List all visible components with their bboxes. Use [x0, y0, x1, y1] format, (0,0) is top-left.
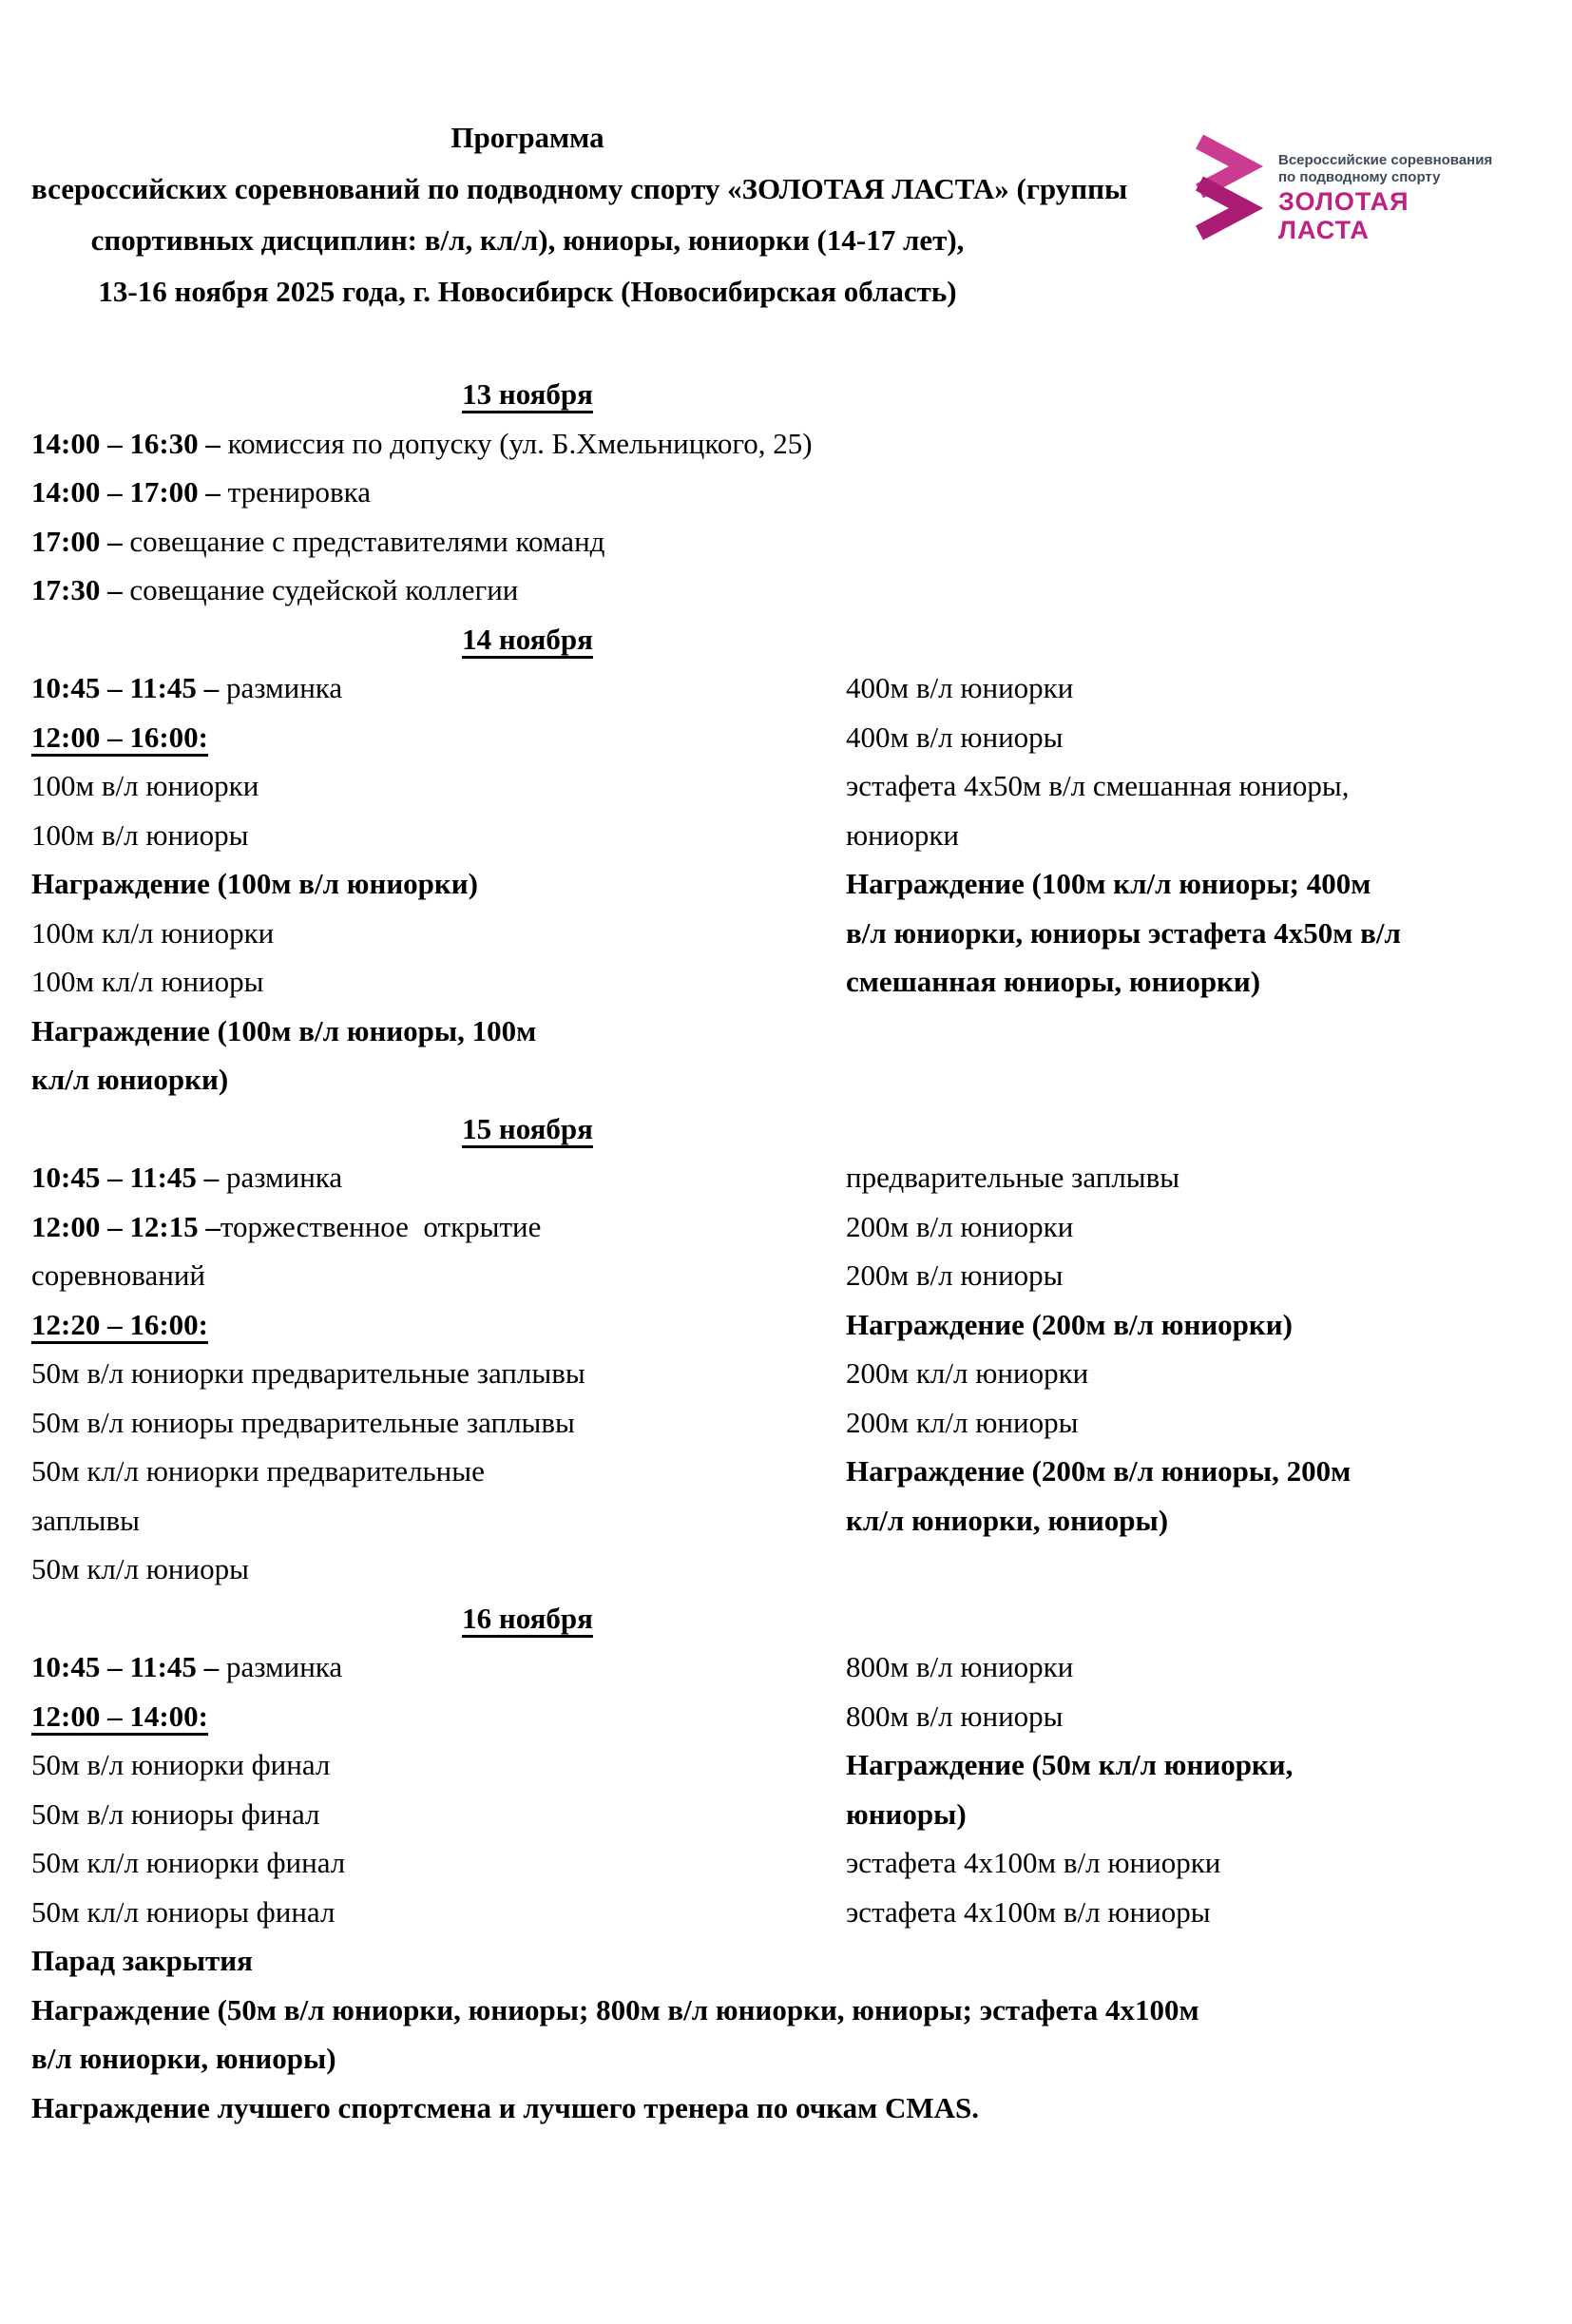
schedule-line	[846, 1202, 1572, 1252]
title-line: спортивных дисциплин: в/л, кл/л), юниоры, юниорки (14-17 лет),	[90, 223, 965, 257]
schedule-line	[31, 1300, 846, 1350]
logo-subtitle-line2: по подводному спорту	[1278, 169, 1441, 185]
schedule-line	[31, 1055, 846, 1104]
date-heading	[31, 1594, 1024, 1643]
schedule-line	[31, 1545, 846, 1594]
schedule-line	[31, 859, 846, 909]
plain-text: 400м в/л юниорки	[846, 671, 1074, 704]
plain-text: 100м кл/л юниоры	[31, 965, 264, 998]
bold-text: Награждение (100м в/л юниоры, 100м	[31, 1013, 537, 1047]
schedule-line	[846, 1838, 1572, 1888]
plain-text: заплывы	[31, 1503, 140, 1537]
bold-text: 10:45 – 11:45 –	[31, 671, 220, 704]
schedule-line	[846, 1349, 1572, 1398]
bold-text: Награждение (200м в/л юниоры, 200м	[846, 1454, 1352, 1488]
plain-text: комиссия по допуску (ул. Б.Хмельницкого, 25)	[220, 426, 813, 460]
date-heading-text: 14 ноября	[462, 622, 593, 656]
schedule-line	[31, 1447, 846, 1496]
title-line: всероссийских соревнований по подводному спорту «ЗОЛОТАЯ ЛАСТА» (группы	[31, 172, 1128, 205]
schedule-line	[846, 1642, 1572, 1692]
schedule-line	[31, 663, 846, 713]
plain-text: 100м в/л юниоры	[31, 817, 249, 852]
schedule-line	[846, 1740, 1572, 1790]
schedule-line	[31, 1496, 846, 1546]
bold-text: 12:00 – 12:15 –	[31, 1209, 220, 1243]
schedule-line	[846, 761, 1572, 811]
plain-text: 200м кл/л юниорки	[846, 1356, 1089, 1390]
schedule-line	[31, 2034, 1543, 2084]
plain-text: 50м кл/л юниорки предварительные	[31, 1454, 485, 1488]
schedule-line	[846, 1251, 1572, 1300]
plain-text: 800м в/л юниоры	[846, 1699, 1064, 1733]
schedule-line	[31, 2084, 1543, 2133]
schedule-line	[31, 419, 1572, 469]
schedule-line	[31, 1888, 846, 1937]
schedule-line	[31, 1202, 846, 1252]
bold-text: Награждение (200м в/л юниорки)	[846, 1307, 1293, 1341]
schedule-line	[846, 1300, 1572, 1350]
bold-text: Награждение лучшего спортсмена и лучшего тренера по очкам CMAS.	[31, 2090, 980, 2124]
schedule-line	[31, 1007, 846, 1056]
schedule-line	[31, 1986, 1543, 2035]
plain-text: 50м в/л юниорки предварительные заплывы	[31, 1356, 585, 1390]
right-column	[846, 1153, 1572, 1545]
bold-text: Награждение (50м в/л юниорки, юниоры; 800м в/л юниорки, юниоры; эстафета 4х100м	[31, 1992, 1199, 2026]
bold-text: смешанная юниоры, юниорки)	[846, 965, 1261, 998]
plain-text: 50м в/л юниорки финал	[31, 1748, 331, 1781]
plain-text: 400м в/л юниоры	[846, 720, 1064, 754]
plain-text: разминка	[219, 1161, 343, 1194]
bold-text: юниоры)	[846, 1796, 967, 1831]
plain-text: эстафета 4х100м в/л юниорки	[846, 1846, 1221, 1879]
date-heading	[31, 615, 1024, 664]
two-column-schedule	[31, 1153, 1572, 1594]
plain-text: 100м кл/л юниорки	[31, 915, 275, 950]
schedule-line	[31, 1692, 846, 1741]
date-heading-text: 13 ноября	[462, 377, 593, 411]
bold-text: 14:00 – 16:30 –	[31, 426, 220, 460]
schedule-line	[31, 517, 1572, 567]
time-range-underlined: 12:00 – 16:00:	[31, 720, 208, 754]
plain-text: эстафета 4х50м в/л смешанная юниоры,	[846, 769, 1350, 802]
time-range-underlined: 12:20 – 16:00:	[31, 1307, 208, 1341]
two-column-schedule	[31, 663, 1572, 1104]
date-heading	[31, 1104, 1024, 1154]
plain-text: совещание судейской коллегии	[122, 573, 519, 606]
plain-text: торжественное открытие	[220, 1209, 542, 1243]
program-page	[0, 112, 1572, 2324]
left-column	[31, 1153, 846, 1594]
schedule-line	[31, 1251, 846, 1300]
schedule-line	[31, 1642, 846, 1692]
plain-text: юниорки	[846, 817, 959, 852]
bold-text: Награждение (100м в/л юниорки)	[31, 867, 478, 900]
right-column	[846, 1642, 1572, 1936]
plain-text: разминка	[219, 1650, 343, 1683]
schedule-line	[31, 1838, 846, 1888]
bold-text: кл/л юниорки)	[31, 1063, 229, 1096]
left-column	[31, 1642, 846, 1936]
date-heading-text: 16 ноября	[462, 1601, 593, 1635]
plain-text: 200м в/л юниоры	[846, 1258, 1064, 1292]
logo-brand-line2: ЛАСТА	[1278, 216, 1370, 244]
schedule-line	[846, 1692, 1572, 1741]
right-column	[846, 663, 1572, 1007]
bold-text: в/л юниорки, юниоры)	[31, 2042, 336, 2075]
plain-text: 50м кл/л юниоры	[31, 1552, 249, 1585]
fin-ribbon-icon	[1191, 135, 1269, 241]
schedule-sections	[31, 370, 1572, 2132]
schedule-line	[31, 1349, 846, 1398]
schedule-line	[31, 1398, 846, 1448]
schedule-line	[846, 663, 1572, 713]
plain-text: 50м кл/л юниорки финал	[31, 1846, 346, 1879]
document-title	[31, 112, 1128, 317]
schedule-line	[31, 761, 846, 811]
schedule-line	[846, 1888, 1572, 1937]
plain-text: 50м кл/л юниоры финал	[31, 1894, 335, 1929]
plain-text: 50м в/л юниоры предварительные заплывы	[31, 1405, 575, 1439]
schedule-line	[31, 468, 1572, 517]
schedule-line	[846, 1398, 1572, 1448]
bold-text: 10:45 – 11:45 –	[31, 1161, 220, 1194]
bold-text: Парад закрытия	[31, 1944, 253, 1977]
date-heading-text: 15 ноября	[462, 1111, 593, 1145]
schedule-line	[31, 909, 846, 958]
bold-text: 17:30 –	[31, 573, 123, 606]
schedule-line	[846, 1447, 1572, 1496]
schedule-line	[31, 1936, 1543, 1986]
schedule-line	[846, 1153, 1572, 1202]
plain-text: совещание с представителями команд	[122, 524, 605, 558]
plain-text: соревнований	[31, 1258, 206, 1292]
title-line: 13-16 ноября 2025 года, г. Новосибирск (Новосибирская область)	[98, 275, 957, 308]
golden-fin-logo	[1191, 135, 1492, 243]
two-column-schedule	[31, 1642, 1572, 1936]
bold-text: 17:00 –	[31, 524, 123, 558]
left-column	[31, 663, 846, 1104]
schedule-line	[31, 1153, 846, 1202]
schedule-line	[31, 566, 1572, 615]
schedule-line	[846, 811, 1572, 860]
schedule-line	[31, 1740, 846, 1790]
plain-text: 100м в/л юниорки	[31, 769, 259, 802]
plain-text: 800м в/л юниорки	[846, 1650, 1074, 1683]
schedule-line	[846, 859, 1572, 909]
schedule-content	[31, 370, 1572, 2132]
schedule-line	[846, 1790, 1572, 1839]
logo-subtitle-line1: Всероссийские соревнования	[1278, 152, 1493, 168]
logo-brand-line1: ЗОЛОТАЯ	[1278, 187, 1409, 216]
closing-lines	[31, 1936, 1543, 2132]
plain-text: 200м в/л юниорки	[846, 1209, 1074, 1243]
schedule-line	[31, 713, 846, 762]
bold-text: кл/л юниорки, юниоры)	[846, 1503, 1169, 1537]
schedule-line	[846, 713, 1572, 762]
schedule-line	[31, 1790, 846, 1839]
schedule-line	[31, 811, 846, 860]
bold-text: Награждение (50м кл/л юниорки,	[846, 1748, 1294, 1781]
bold-text: 14:00 – 17:00 –	[31, 475, 220, 509]
plain-text: тренировка	[220, 475, 372, 509]
schedule-line	[846, 909, 1572, 958]
plain-text: разминка	[219, 671, 343, 704]
schedule-line	[846, 1496, 1572, 1546]
date-heading	[31, 370, 1024, 419]
bold-text: Награждение (100м кл/л юниоры; 400м	[846, 867, 1371, 900]
plain-text: эстафета 4х100м в/л юниоры	[846, 1894, 1211, 1929]
bold-text: в/л юниорки, юниоры эстафета 4х50м в/л	[846, 915, 1401, 950]
schedule-line	[31, 957, 846, 1007]
schedule-line	[846, 957, 1572, 1007]
plain-text: предварительные заплывы	[846, 1161, 1180, 1194]
logo-text-block	[1278, 135, 1492, 243]
plain-text: 50м в/л юниоры финал	[31, 1796, 320, 1831]
bold-text: 10:45 – 11:45 –	[31, 1650, 220, 1683]
time-range-underlined: 12:00 – 14:00:	[31, 1699, 208, 1733]
title-line: Программа	[451, 121, 604, 154]
plain-text: 200м кл/л юниоры	[846, 1405, 1079, 1439]
